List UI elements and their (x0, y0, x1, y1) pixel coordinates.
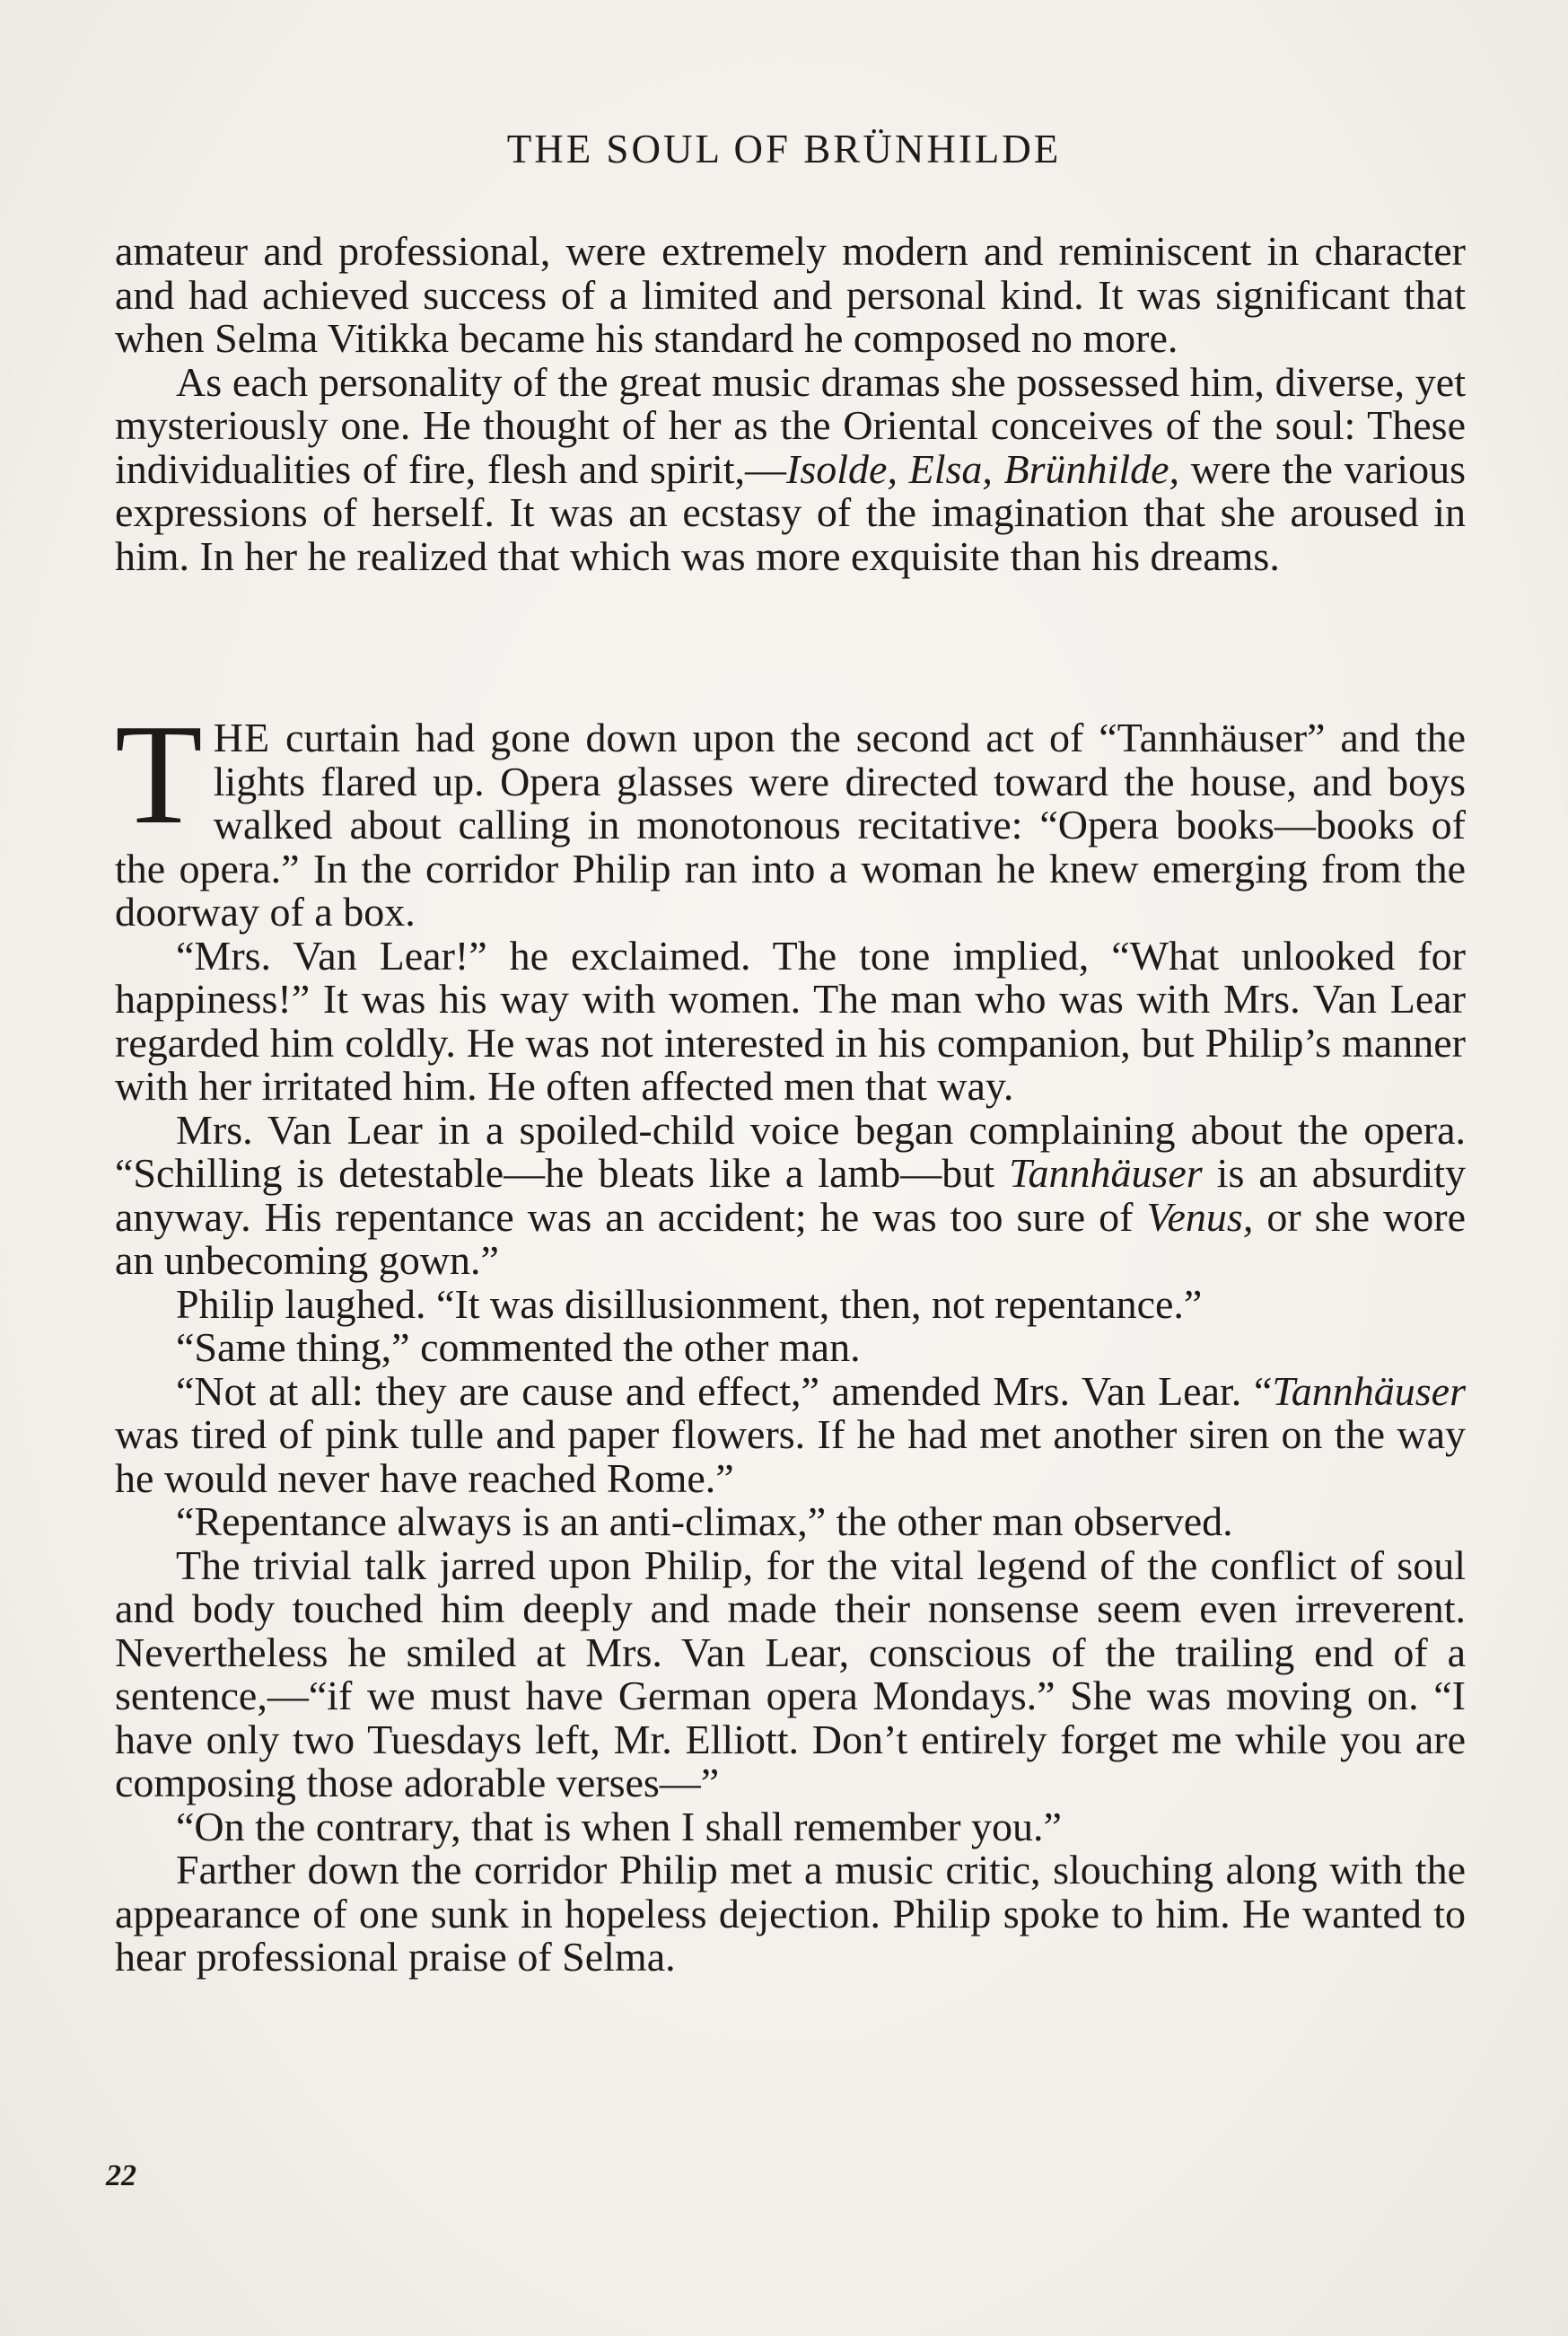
running-head: THE SOUL OF BRÜNHILDE (506, 127, 1062, 171)
opening-paragraph (115, 694, 1466, 935)
paragraph: Farther down the corridor Philip met a music critic, slouching along with the appearance of one sunk in hopeless dejection. Philip spoke to him. He wanted to hear professional praise of Selma. (115, 1847, 1466, 1980)
drop-cap: T (115, 694, 203, 854)
small-caps-word: HE (213, 715, 271, 760)
text-block-top (115, 230, 1466, 578)
italic-roles: Isolde, Elsa, Brünhilde, (786, 445, 1180, 492)
paragraph-text: Mrs. Van Lear in a spoiled-child voice began complaining about the opera. “Schilling is detestable—he bleats like a lamb—but (115, 1106, 1466, 1196)
paragraph (115, 1106, 1467, 1283)
paragraph: The trivial talk jarred upon Philip, for the vital legend of the conflict of soul and body touched him deeply and made their nonsense seem even irreverent. Nevertheless he smiled at Mrs. Van Lear, conscious of the trailing end of a sentence,—“if we must have German opera Mondays.” She was moving on. “I have only two Tuesdays left, Mr. Elliott. Don’t entirely forget me while you are composing those adorable verses—” (115, 1541, 1466, 1805)
paragraph-text: or she wore an unbecoming gown.” (115, 1193, 1466, 1283)
paragraph (115, 358, 1466, 579)
paragraph (115, 1367, 1466, 1501)
paragraph-text: were the various expressions of herself. It was an ecstasy of the imagination that she aroused in him. In her he realized that which was more exquisite than his dreams. (115, 445, 1466, 579)
paragraph-text: was tired of pink tulle and paper flowers. If he had met another siren on the way he would never have reached Rome.” (115, 1411, 1466, 1501)
paragraph: “Same thing,” commented the other man. (176, 1324, 861, 1370)
paragraph: “Repentance always is an anti-climax,” the other man observed. (176, 1498, 1233, 1544)
italic-title: Tannhäuser (1272, 1367, 1466, 1414)
paragraph-text: curtain had gone down upon the second act of “Tannhäuser” and the lights flared up. Opera glasses were directed toward the house, and boys walked about calling in monotonous recitative: “Opera books—books of the opera.” In the corridor Philip ran into a woman he knew emerging from the doorway of a box. (115, 715, 1466, 935)
paragraph-text: is an absurdity anyway. His repentance was an accident; he was too sure of (115, 1150, 1467, 1240)
page-number: 22 (106, 2159, 136, 2192)
paragraph-text: “Not at all: they are cause and effect,” amended Mrs. Van Lear. “ (176, 1367, 1273, 1414)
italic-title: Tannhäuser (1009, 1150, 1203, 1196)
italic-name: Venus, (1146, 1193, 1254, 1240)
paragraph: “On the contrary, that is when I shall remember you.” (176, 1803, 1062, 1849)
paragraph: “Mrs. Van Lear!” he exclaimed. The tone implied, “What unlooked for happiness!” It was his way with women. The man who was with Mrs. Van Lear regarded him coldly. He was not interested in his companion, but Philip’s manner with her irritated him. He often affected men that way. (115, 932, 1466, 1109)
paragraph: Philip laughed. “It was disillusionment, then, not repentance.” (176, 1280, 1203, 1327)
paragraph: amateur and professional, were extremely modern and reminiscent in character and had achieved success of a limited and personal kind. It was significant that when Selma Vitikka became his standard he composed no more. (115, 228, 1466, 361)
paragraph-text: As each personality of the great music dramas she possessed him, diverse, yet mysteriously one. He thought of her as the Oriental conceives of the soul: These individualities of fire, flesh and spirit,— (115, 358, 1466, 492)
text-block-section (115, 694, 1467, 1980)
